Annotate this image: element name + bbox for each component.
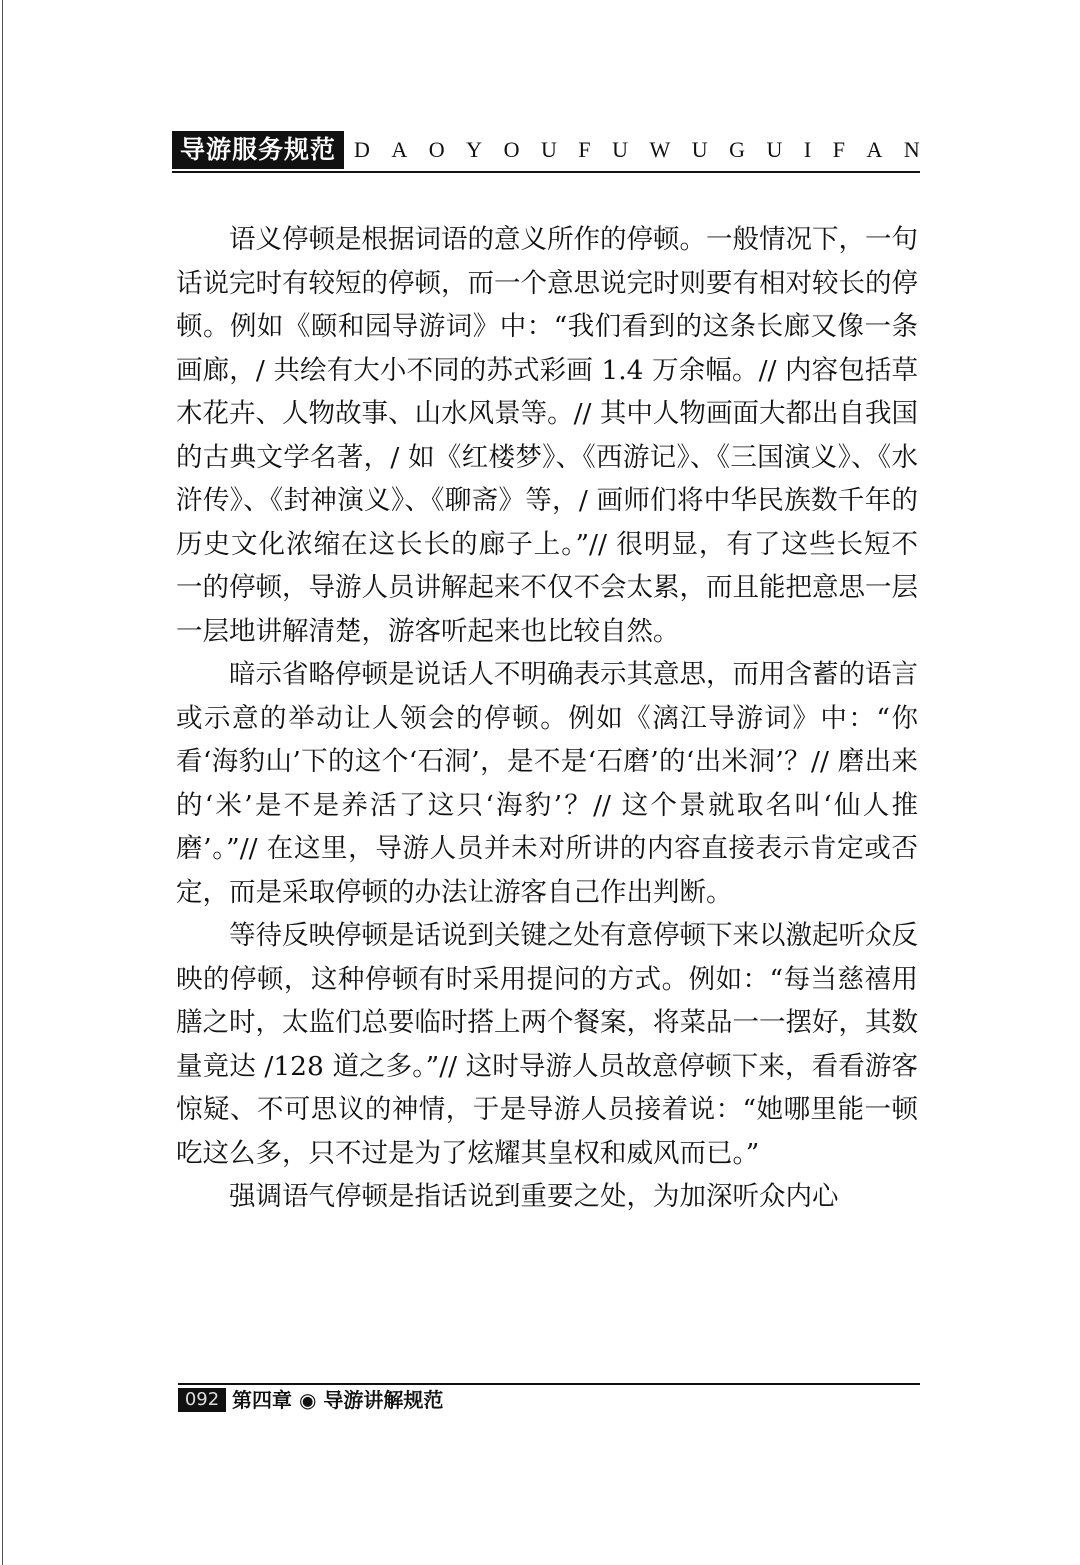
running-header bbox=[172, 131, 920, 169]
pinyin-letter: U bbox=[540, 137, 557, 162]
book-title: 导游服务规范 bbox=[172, 131, 344, 169]
pinyin-letter: A bbox=[866, 137, 883, 162]
pinyin-letter: D bbox=[354, 137, 370, 162]
pinyin-letter: N bbox=[903, 137, 920, 162]
pinyin-letter: F bbox=[578, 137, 591, 162]
pinyin-letter: G bbox=[729, 137, 746, 162]
book-title-pinyin bbox=[354, 131, 920, 169]
chapter-title: 第四章 ◉ 导游讲解规范 bbox=[232, 1388, 444, 1412]
body-text bbox=[176, 218, 918, 1219]
running-footer bbox=[178, 1383, 920, 1413]
pinyin-letter: U bbox=[612, 137, 628, 162]
pinyin-letter: F bbox=[832, 137, 845, 162]
pinyin-letter: I bbox=[803, 137, 812, 162]
page-edge bbox=[2, 0, 3, 1565]
paragraph-waiting-pause: 等待反映停顿是话说到关键之处有意停顿下来以激起听众反映的停顿，这种停顿有时采用提问的方式。例如：“每当慈禧用膳之时，太监们总要临时搭上两个餐案，将菜品一一摆好，其数量竟达 /128 道之多。”// 这时导游人员故意停顿下来，看看游客惊疑、不可思议的神情，于是导游人员接着说：“她哪里能一顿吃这么多，只不过是为了炫耀其皇权和威风而已。” bbox=[176, 920, 918, 1169]
paragraph-implied-pause: 暗示省略停顿是说话人不明确表示其意思，而用含蓄的语言或示意的举动让人领会的停顿。例如《漓江导游词》中：“你看‘海豹山’下的这个‘石洞’，是不是‘石磨’的‘出米洞’？// 磨出来的‘米’是不是养活了这只‘海豹’？// 这个景就取名叫‘仙人推磨’。”// 在这里，导游人员并未对所讲的内容直接表示肯定或否定，而是采取停顿的办法让游客自己作出判断。 bbox=[176, 659, 918, 908]
pinyin-letter: U bbox=[766, 137, 783, 162]
pinyin-letter: W bbox=[649, 137, 671, 162]
footer-rule bbox=[178, 1383, 920, 1385]
header-rule bbox=[172, 171, 920, 173]
pinyin-letter: Y bbox=[466, 137, 483, 162]
page-number: 092 bbox=[178, 1388, 226, 1412]
pinyin-letter: O bbox=[428, 137, 445, 162]
pinyin-letter: U bbox=[691, 137, 708, 162]
pinyin-letter: A bbox=[391, 137, 408, 162]
paragraph-emphasis-pause: 强调语气停顿是指话说到重要之处，为加深听众内心 bbox=[229, 1181, 839, 1212]
paragraph-semantic-pause: 语义停顿是根据词语的意义所作的停顿。一般情况下，一句话说完时有较短的停顿，而一个意思说完时则要有相对较长的停顿。例如《颐和园导游词》中：“我们看到的这条长廊又像一条画廊，/ 共绘有大小不同的苏式彩画 1.4 万余幅。// 内容包括草木花卉、人物故事、山水风景等。// 其中人物画面大都出自我国的古典文学名著，/ 如《红楼梦》、《西游记》、《三国演义》、《水浒传》、《封神演义》、《聊斋》等，/ 画师们将中华民族数千年的历史文化浓缩在这长长的廊子上。”// 很明显，有了这些长短不一的停顿，导游人员讲解起来不仅不会太累，而且能把意思一层一层地讲解清楚，游客听起来也比较自然。 bbox=[176, 224, 918, 647]
pinyin-letter: O bbox=[503, 137, 520, 162]
